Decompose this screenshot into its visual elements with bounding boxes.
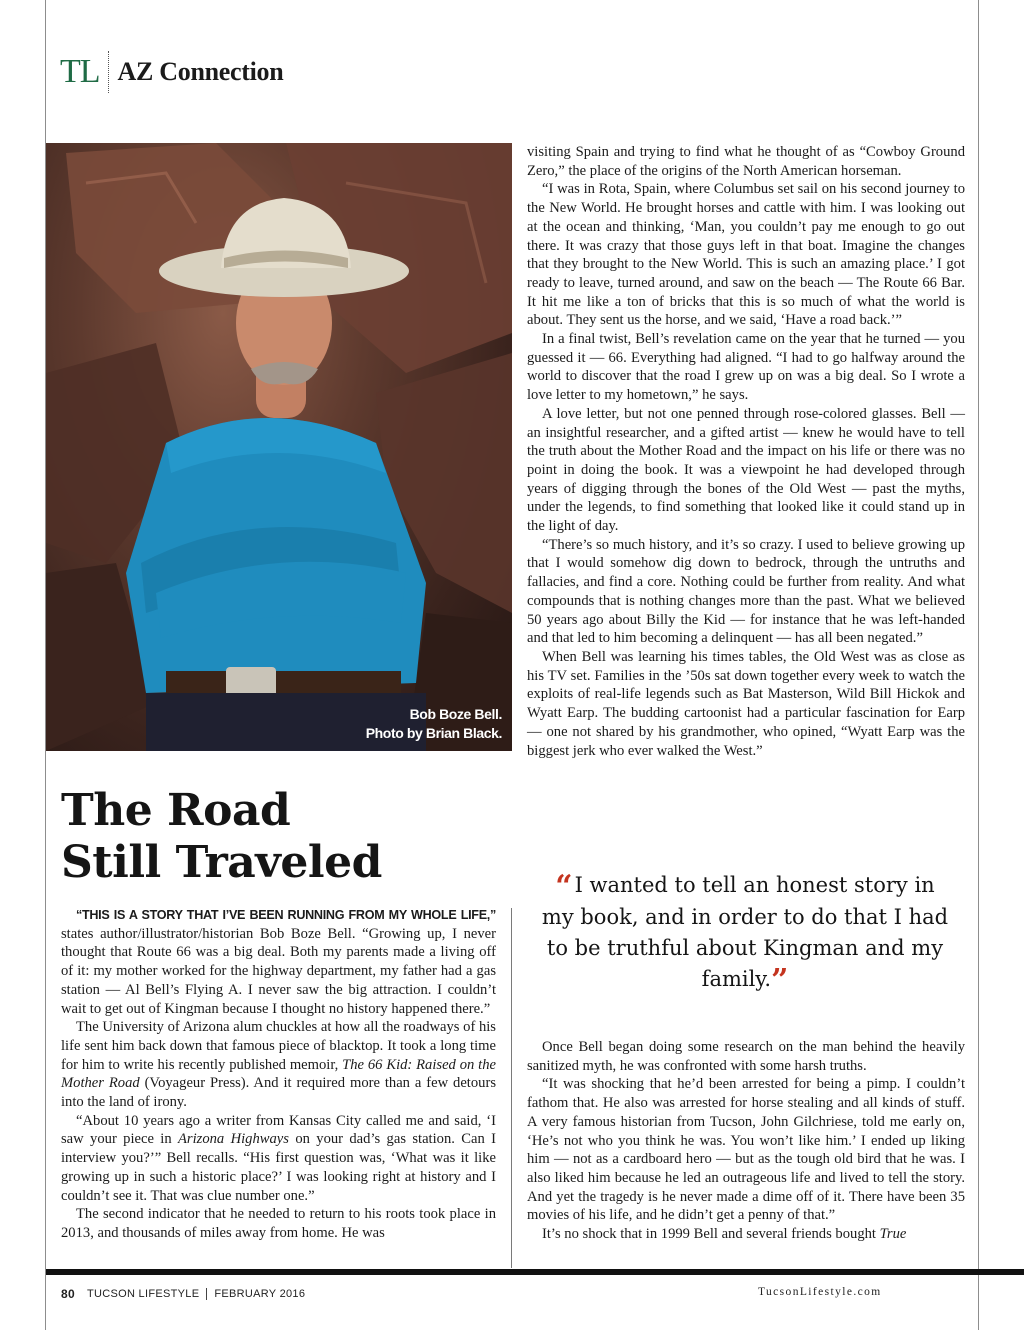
right-paragraph-3: In a final twist, Bell’s revelation came on the year that he turned — you guessed it — 66. Everything had aligned. “I had to go halfway around the world to discover that the road I grew up on was a big deal. So I wrote a love letter to my hometown,” he says. bbox=[527, 331, 965, 404]
portrait-photo bbox=[46, 143, 512, 751]
right-bottom-paragraph-2: “It was shocking that he’d been arrested for being a pimp. I couldn’t fathom that. He also was arrested for horse stealing and all kinds of stuff. A very famous historian from Tucson, John Gilchriese, told me early on, ‘He’s not who you think he was. You won’t like him.’ I ended up liking him — not as a cardboard hero — but as the tough old bird that he was. I also liked him because he led an outrageous life and lived to tell the story. And yet the tragedy is he never made a dime off of it. There have been 35 movies of his life, and he didn’t get a penny of that.” bbox=[527, 1076, 965, 1224]
website-url: TucsonLifestyle.com bbox=[758, 1286, 882, 1298]
lead-in-caps: “THIS IS A STORY THAT I’VE BEEN RUNNING FROM MY WHOLE LIFE,” bbox=[76, 908, 496, 922]
section-title: AZ Connection bbox=[117, 57, 284, 86]
photo-caption bbox=[366, 705, 502, 743]
column-divider bbox=[511, 908, 512, 1268]
right-paragraph-4: A love letter, but not one penned through rose-colored glasses. Bell — an insightful researcher, and a gifted artist — knew he would have to tell the truth about the Mother Road and the impact on his life or there was no point in doing the book. It was a viewpoint he had developed through years of digging through the bones of the Old West — past the myths, under the legends, to find something that looked like it could stand up in the light of day. bbox=[527, 405, 965, 535]
close-quote-mark: ” bbox=[771, 963, 789, 998]
headline-line-2: Still Traveled bbox=[61, 837, 382, 888]
section-header bbox=[60, 52, 283, 92]
right-paragraph-2: “I was in Rota, Spain, where Columbus set sail on his second journey to the New World. He brought horses and cattle with him. I was looking out at the ocean and thinking, ‘Man, you couldn’t pay me enough to go out there. It was crazy that those guys left in that boat. Imagine the changes that they brought to the New World. This is such an amazing place.’ I got ready to leave, turned around, and saw on the beach — The Route 66 Bar. It hit me like a ton of bricks that this is so much of what the world is about. They sent us the horse, and we said, ‘Have a road back.’” bbox=[527, 181, 965, 329]
magazine-monogram: TL bbox=[60, 53, 100, 90]
headline-line-1: The Road bbox=[61, 785, 291, 836]
page-number: 80 bbox=[61, 1287, 75, 1301]
paragraph-text: The University of Arizona alum chuckles at how all the roadways of his life sent him back down that famous piece of blacktop. It took a long time for him to write his recently published memoir, bbox=[61, 1019, 496, 1073]
footer-folio bbox=[61, 1287, 305, 1301]
header-divider bbox=[108, 51, 109, 93]
footer-rule bbox=[46, 1269, 1024, 1275]
paragraph-text: on your dad’s gas station. Can I interview you?’” Bell recalls. “His first question was, ‘What was it like growing up in such a historic place?’ I was looking right at history and I couldn’t see it. That was clue number one.” bbox=[61, 1131, 496, 1204]
paragraph-text: “About 10 years ago a writer from Kansas City called me and said, ‘I saw your piece in bbox=[61, 1112, 496, 1148]
right-paragraph-5: “There’s so much history, and it’s so crazy. I used to believe growing up that I would somehow dig down to bedrock, through the untruths and fallacies, and find a core. Nothing could be further from reality. And what compounds that is nothing changes more than the past. What we believed 50 years ago about Billy the Kid — for instance that he was left-handed and that led to him becoming a delinquent — has all been negated.” bbox=[527, 536, 965, 647]
right-column-continued bbox=[527, 1038, 965, 1244]
article-headline bbox=[61, 785, 501, 889]
footer-divider bbox=[206, 1288, 207, 1300]
lead-paragraph-2 bbox=[61, 1018, 496, 1112]
right-bottom-paragraph-3 bbox=[527, 1225, 965, 1244]
right-column bbox=[527, 143, 965, 760]
magazine-title-true-west: True bbox=[879, 1226, 907, 1243]
paragraph-text: It’s no shock that in 1999 Bell and several friends bought bbox=[542, 1226, 880, 1243]
lead-paragraph-3 bbox=[61, 1112, 496, 1206]
pull-quote bbox=[540, 870, 950, 996]
right-paragraph-1: visiting Spain and trying to find what he thought of as “Cowboy Ground Zero,” the place of the origins of the North American horseman. bbox=[527, 144, 965, 179]
paragraph-text: (Voyageur Press). And it required more than a few detours into the land of irony. bbox=[61, 1075, 496, 1111]
issue-date: FEBRUARY 2016 bbox=[214, 1288, 306, 1300]
pull-quote-text: I wanted to tell an honest story in my book, and in order to do that I had to be truthful about Kingman and my family. bbox=[541, 873, 949, 991]
magazine-name: TUCSON LIFESTYLE bbox=[86, 1288, 200, 1300]
caption-credit: Photo by Brian Black. bbox=[365, 725, 502, 741]
portrait-illustration bbox=[46, 143, 512, 751]
lead-paragraph-4: The second indicator that he needed to return to his roots took place in 2013, and thousands of miles away from home. He was bbox=[61, 1206, 496, 1241]
right-bottom-paragraph-1: Once Bell began doing some research on the man behind the heavily sanitized myth, he was confronted with some harsh truths. bbox=[527, 1039, 965, 1074]
caption-subject: Bob Boze Bell. bbox=[409, 706, 502, 722]
magazine-title: Arizona Highways bbox=[178, 1131, 289, 1148]
lead-paragraph-1-text: states author/illustrator/historian Bob Boze Bell. “Growing up, I never thought that Route 66 was a big deal. Both my parents made a living off of it: my mother worked for the highway department, my father had a gas station — Al Bell’s Flying A. I never saw the big attraction. I couldn’t wait to get out of Kingman because I thought no history happened there.” bbox=[61, 925, 496, 1017]
lead-paragraph-1 bbox=[61, 906, 496, 1018]
right-paragraph-6: When Bell was learning his times tables, the Old West was as close as his TV set. Families in the ’50s sat down together every week to watch the exploits of real-life legends such as Bat Masterson, Wild Bill Hickok and Wyatt Earp. The budding cartoonist had a particular fascination for Earp — one not shared by his grandmother, who opined, “Wyatt Earp was the biggest jerk who ever walked the West.” bbox=[527, 648, 965, 759]
book-title: The 66 Kid: Raised on the Mother Road bbox=[61, 1056, 496, 1092]
page-border-right bbox=[978, 0, 979, 1330]
open-quote-mark: “ bbox=[555, 869, 573, 904]
lead-column bbox=[61, 906, 496, 1243]
